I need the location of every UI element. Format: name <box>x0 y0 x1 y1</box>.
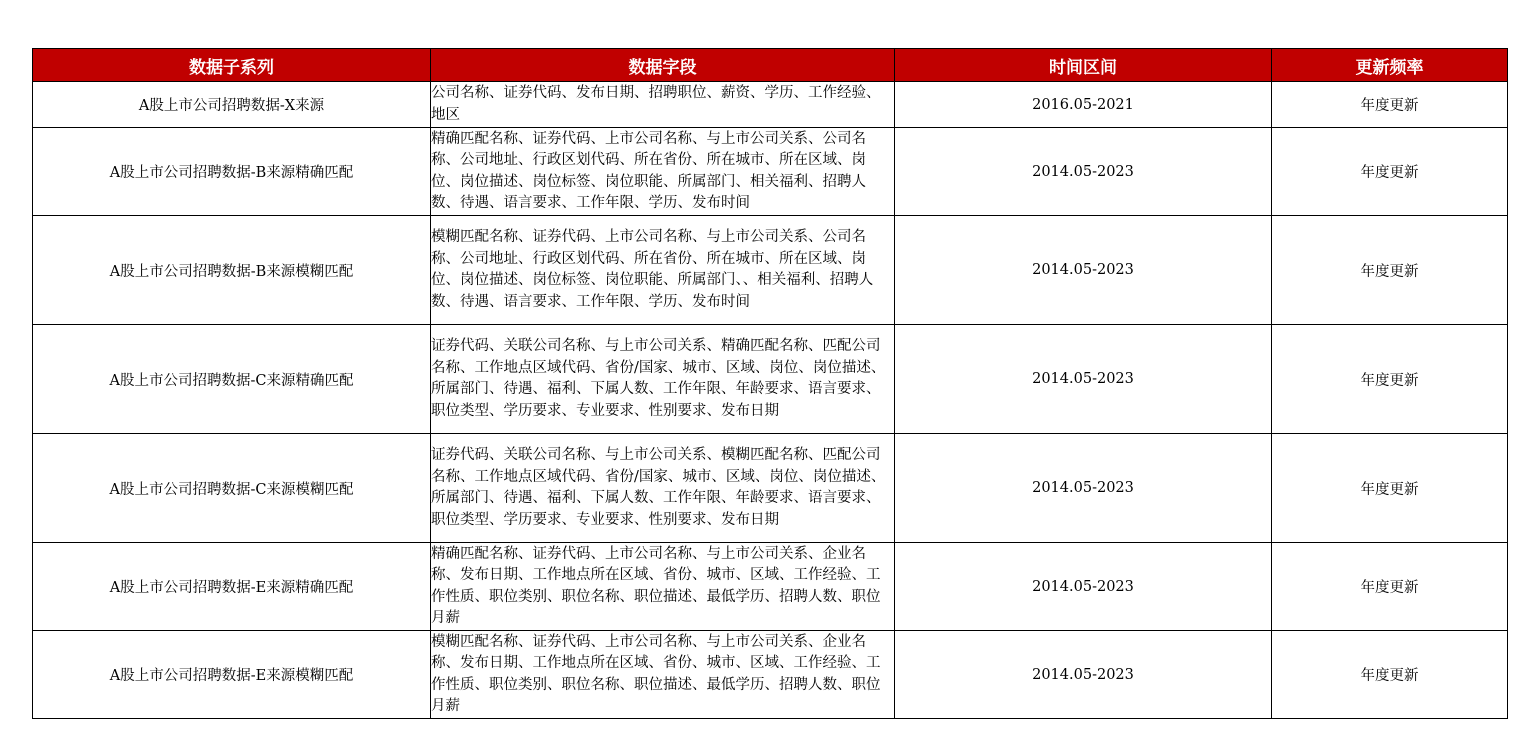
fields-cell: 模糊匹配名称、证券代码、上市公司名称、与上市公司关系、公司名称、公司地址、行政区划代码、所在省份、所在城市、所在区域、岗位、岗位描述、岗位标签、岗位职能、所属部门、、相关福利、招聘人数、待遇、语言要求、工作年限、学历、发布时间 <box>431 216 895 325</box>
freq-cell: 年度更新 <box>1272 434 1508 543</box>
series-cell: A股上市公司招聘数据-B来源模糊匹配 <box>33 216 431 325</box>
fields-cell: 精确匹配名称、证券代码、上市公司名称、与上市公司关系、企业名称、发布日期、工作地点所在区域、省份、城市、区域、工作经验、工作性质、职位类别、职位名称、职位描述、最低学历、招聘人数、职位月薪 <box>431 543 895 631</box>
series-cell: A股上市公司招聘数据-C来源精确匹配 <box>33 325 431 434</box>
header-freq: 更新频率 <box>1272 49 1508 82</box>
table-header <box>33 49 1508 82</box>
fields-cell: 模糊匹配名称、证券代码、上市公司名称、与上市公司关系、企业名称、发布日期、工作地点所在区域、省份、城市、区域、工作经验、工作性质、职位类别、职位名称、职位描述、最低学历、招聘人数、职位月薪 <box>431 631 895 719</box>
table-row <box>33 216 1508 325</box>
fields-cell: 证券代码、关联公司名称、与上市公司关系、模糊匹配名称、匹配公司名称、工作地点区域代码、省份/国家、城市、区域、岗位、岗位描述、所属部门、待遇、福利、下属人数、工作年限、年龄要求、语言要求、职位类型、学历要求、专业要求、性别要求、发布日期 <box>431 434 895 543</box>
table-row <box>33 631 1508 719</box>
range-cell: 2014.05-2023 <box>895 631 1272 719</box>
header-row <box>33 49 1508 82</box>
series-cell: A股上市公司招聘数据-E来源精确匹配 <box>33 543 431 631</box>
fields-cell: 精确匹配名称、证券代码、上市公司名称、与上市公司关系、公司名称、公司地址、行政区划代码、所在省份、所在城市、所在区域、岗位、岗位描述、岗位标签、岗位职能、所属部门、相关福利、招聘人数、待遇、语言要求、工作年限、学历、发布时间 <box>431 128 895 216</box>
table-body <box>33 82 1508 719</box>
freq-cell: 年度更新 <box>1272 325 1508 434</box>
freq-cell: 年度更新 <box>1272 631 1508 719</box>
freq-cell: 年度更新 <box>1272 128 1508 216</box>
header-series: 数据子系列 <box>33 49 431 82</box>
range-cell: 2014.05-2023 <box>895 325 1272 434</box>
header-range: 时间区间 <box>895 49 1272 82</box>
range-cell: 2014.05-2023 <box>895 128 1272 216</box>
data-catalog-table <box>32 48 1508 719</box>
range-cell: 2014.05-2023 <box>895 434 1272 543</box>
series-cell: A股上市公司招聘数据-B来源精确匹配 <box>33 128 431 216</box>
fields-cell: 公司名称、证券代码、发布日期、招聘职位、薪资、学历、工作经验、地区 <box>431 82 895 128</box>
fields-cell: 证券代码、关联公司名称、与上市公司关系、精确匹配名称、匹配公司名称、工作地点区域代码、省份/国家、城市、区域、岗位、岗位描述、所属部门、待遇、福利、下属人数、工作年限、年龄要求、语言要求、职位类型、学历要求、专业要求、性别要求、发布日期 <box>431 325 895 434</box>
range-cell: 2014.05-2023 <box>895 216 1272 325</box>
series-cell: A股上市公司招聘数据-C来源模糊匹配 <box>33 434 431 543</box>
table-row <box>33 325 1508 434</box>
freq-cell: 年度更新 <box>1272 82 1508 128</box>
table-row <box>33 543 1508 631</box>
series-cell: A股上市公司招聘数据-X来源 <box>33 82 431 128</box>
range-cell: 2016.05-2021 <box>895 82 1272 128</box>
range-cell: 2014.05-2023 <box>895 543 1272 631</box>
table-row <box>33 434 1508 543</box>
table-row <box>33 82 1508 128</box>
freq-cell: 年度更新 <box>1272 543 1508 631</box>
header-fields: 数据字段 <box>431 49 895 82</box>
series-cell: A股上市公司招聘数据-E来源模糊匹配 <box>33 631 431 719</box>
freq-cell: 年度更新 <box>1272 216 1508 325</box>
table-row <box>33 128 1508 216</box>
